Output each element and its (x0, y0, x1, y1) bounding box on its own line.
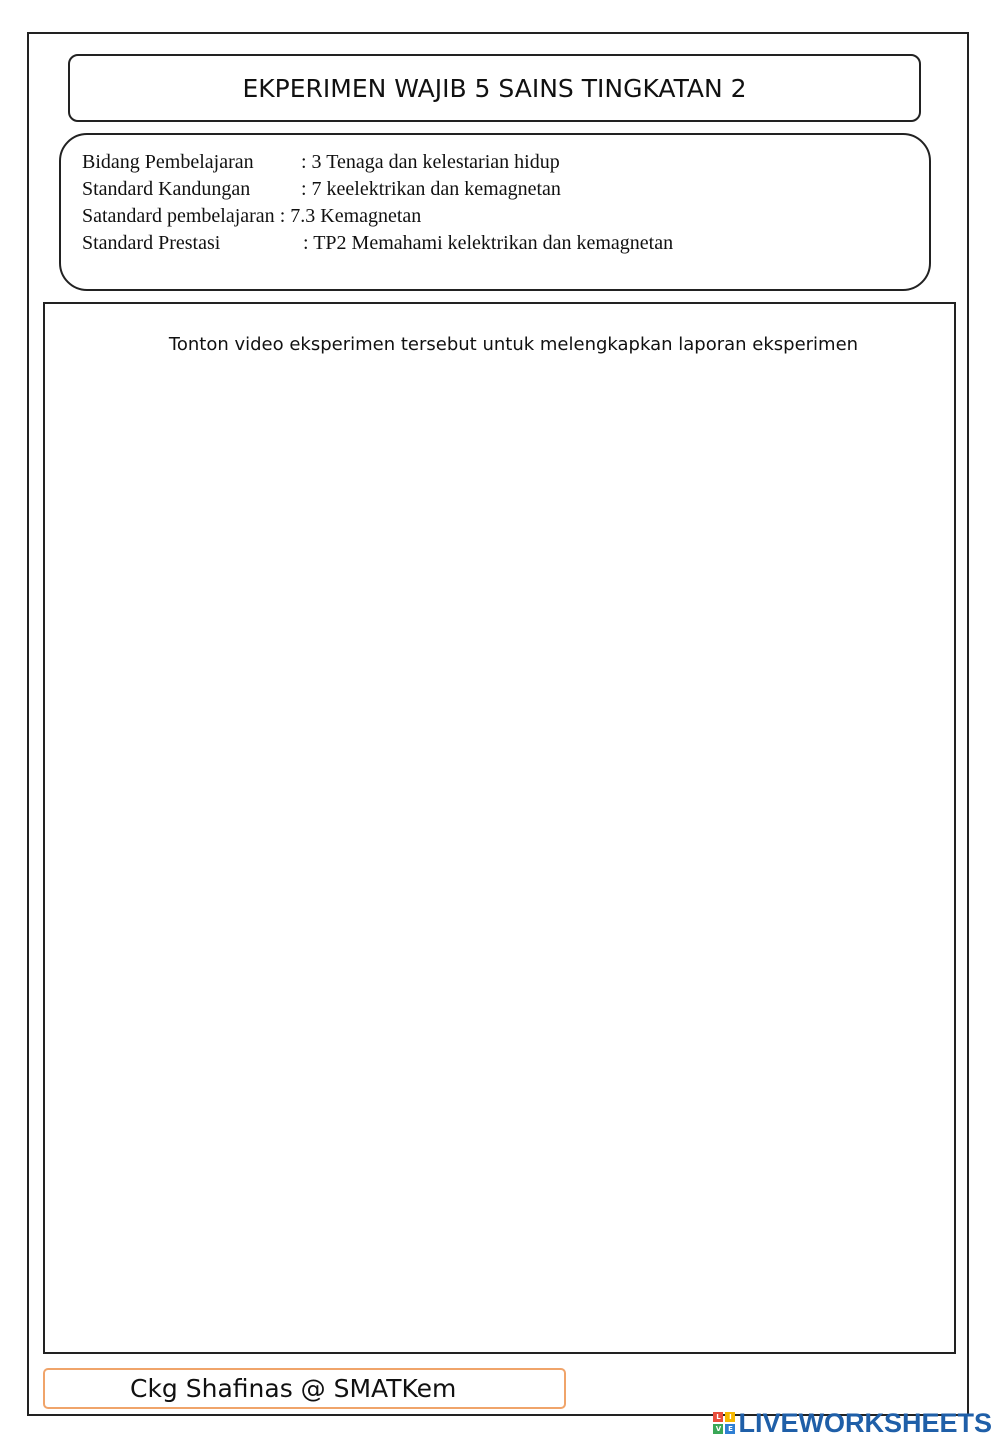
info-label: Bidang Pembelajaran (82, 151, 254, 173)
info-label: Standard Prestasi (82, 232, 221, 254)
info-value: : TP2 Memahami kelektrikan dan kemagnetan (303, 232, 674, 254)
info-row-kandungan (82, 176, 929, 203)
author-label: Ckg Shafinas @ SMATKem (130, 1374, 457, 1403)
author-box (43, 1368, 566, 1409)
instruction-text: Tonton video eksperimen tersebut untuk melengkapkan laporan eksperimen (168, 334, 859, 355)
liveworksheets-logo-icon (713, 1412, 735, 1434)
brand-link[interactable] (713, 1408, 992, 1438)
content-box (43, 302, 956, 1354)
page-title: EKPERIMEN WAJIB 5 SAINS TINGKATAN 2 (242, 73, 747, 103)
logo-tile-i: I (725, 1412, 735, 1422)
info-value: : 7.3 Kemagnetan (279, 205, 422, 227)
info-value: : 3 Tenaga dan kelestarian hidup (301, 151, 560, 173)
info-value: : 7 keelektrikan dan kemagnetan (301, 178, 561, 200)
info-row-bidang (82, 149, 929, 176)
info-row-prestasi (82, 230, 929, 257)
info-box (59, 133, 931, 291)
info-label: Standard Kandungan (82, 178, 251, 200)
title-box (68, 54, 921, 122)
brand-name: LIVEWORKSHEETS (738, 1407, 992, 1438)
info-label: Satandard pembelajaran (82, 205, 275, 227)
logo-tile-e: E (725, 1424, 735, 1434)
info-row-pembelajaran (82, 203, 929, 230)
logo-tile-l: L (713, 1412, 723, 1422)
logo-tile-v: V (713, 1424, 723, 1434)
